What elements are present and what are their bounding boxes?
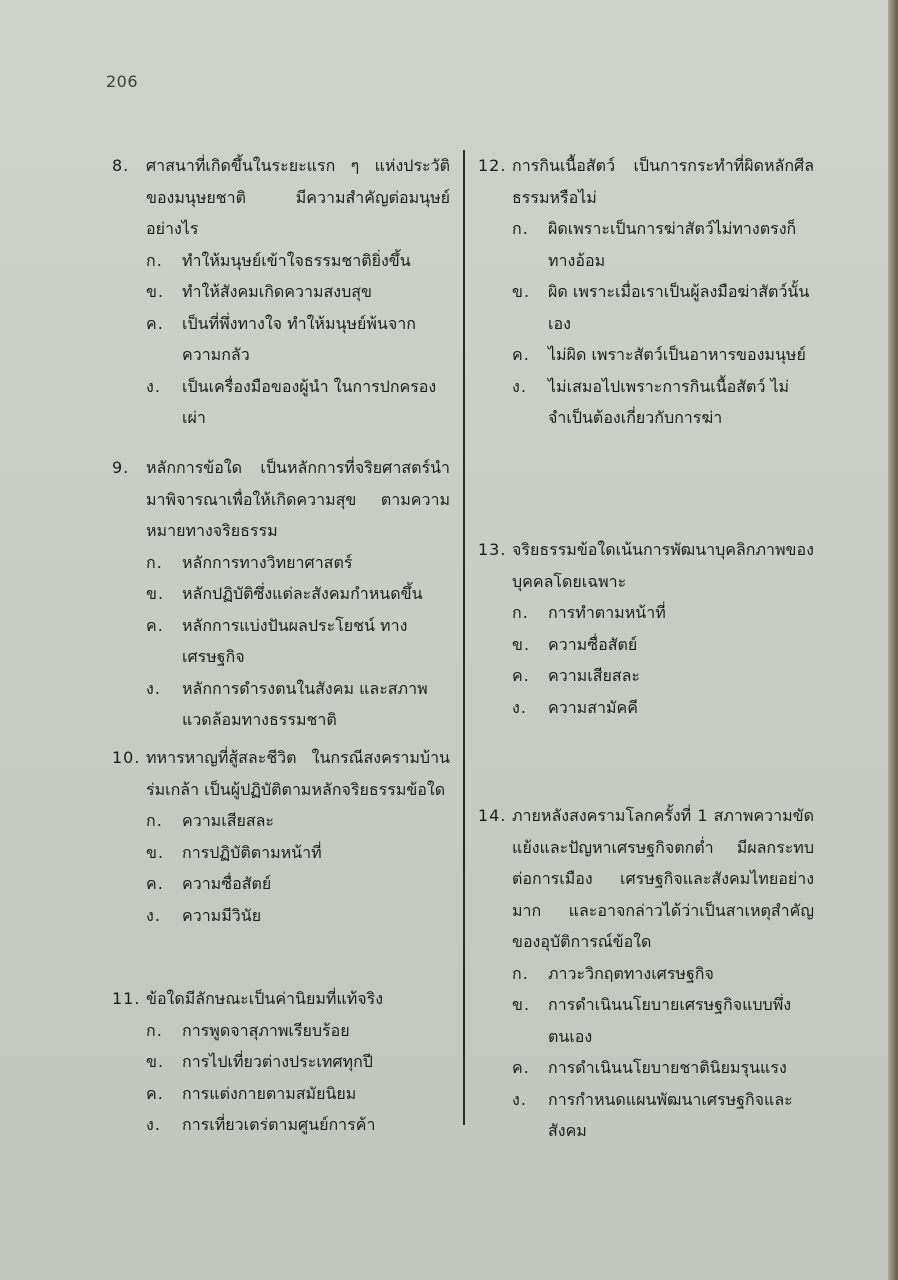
question-stem [112,742,450,805]
option-text: ทำให้สังคมเกิดความสงบสุข [182,282,372,301]
answer-option [512,1052,814,1084]
answer-option [146,371,450,434]
option-text: ภาวะวิกฤตทางเศรษฐกิจ [548,963,714,983]
question-10 [112,742,450,931]
option-label: ก. [146,811,163,830]
answer-option [146,868,450,900]
option-text: ความเสียสละ [182,811,274,830]
option-text: ความเสียสละ [548,666,640,685]
answer-option [146,547,450,579]
answer-option [146,805,450,837]
option-text: หลักการแบ่งปันผลประโยชน์ ทางเศรษฐกิจ [182,615,408,666]
option-text: การพูดจาสุภาพเรียบร้อย [182,1020,350,1040]
option-label: ค. [512,666,530,685]
option-text: ความซื่อสัตย์ [182,874,272,893]
option-label: ง. [512,376,527,396]
option-label: ก. [512,219,529,238]
answer-option [512,339,814,371]
page-number: 206 [106,72,139,91]
question-number: 10. [112,748,141,767]
answer-option [512,597,814,629]
option-label: ก. [146,250,163,270]
option-label: ก. [146,552,163,572]
answer-option [146,900,450,932]
question-11 [112,983,450,1141]
option-text: การเที่ยวเตร่ตามศูนย์การค้า [182,1115,376,1134]
option-label: ง. [146,905,161,925]
option-label: ง. [512,697,527,717]
answer-option [146,308,450,371]
question-number: 11. [112,989,141,1008]
option-label: ก. [146,1020,163,1040]
question-number: 9. [112,458,130,477]
option-label: ง. [146,376,161,396]
option-text: การดำเนินนโยบายเศรษฐกิจแบบพึ่งตนเอง [548,995,792,1046]
question-13 [478,534,814,723]
answer-option [512,1084,814,1147]
option-label: ก. [512,603,529,622]
option-label: ค. [146,615,164,635]
option-text: ความมีวินัย [182,905,262,925]
option-text: การแต่งกายตามสมัยนิยม [182,1083,357,1103]
answer-option [512,629,814,661]
option-text: การทำตามหน้าที่ [548,603,666,622]
answer-option [146,276,450,308]
option-label: ข. [146,282,165,301]
option-label: ค. [512,1058,530,1077]
question-stem [478,534,814,597]
option-text: ความสามัคคี [548,697,638,717]
question-text: การกินเนื้อสัตว์ เป็นการกระทำที่ผิดหลักศีลธรรมหรือไม่ [512,156,814,207]
option-text: ผิด เพราะเมื่อเราเป็นผู้ลงมือฆ่าสัตว์นั้นเอง [548,282,810,333]
question-12 [478,150,814,434]
question-number: 12. [478,156,507,175]
question-9 [112,452,450,736]
question-stem [478,150,814,213]
page-edge [888,0,898,1280]
question-stem [112,983,450,1015]
question-stem [112,150,450,245]
option-label: ค. [146,1083,164,1103]
answer-option [146,1109,450,1141]
question-stem [478,800,814,958]
option-text: หลักการทางวิทยาศาสตร์ [182,552,353,572]
option-text: ความซื่อสัตย์ [548,634,638,654]
question-text: หลักการข้อใด เป็นหลักการที่จริยศาสตร์นำมาพิจารณาเพื่อให้เกิดความสุข ตามความหมายทางจริยธรรม [146,458,450,540]
answer-option [146,610,450,673]
answer-option [512,692,814,724]
option-label: ค. [512,345,530,364]
question-number: 14. [478,806,507,825]
question-8 [112,150,450,434]
answer-option [146,1015,450,1047]
option-label: ข. [146,584,165,603]
option-label: ข. [146,1052,165,1071]
answer-option [512,276,814,339]
question-text: ทหารหาญที่สู้สละชีวิต ในกรณีสงครามบ้านร่มเกล้า เป็นผู้ปฏิบัติตามหลักจริยธรรมข้อใด [146,748,450,799]
option-label: ค. [146,313,164,333]
column-divider [463,150,465,1125]
option-text: การดำเนินนโยบายชาตินิยมรุนแรง [548,1058,787,1077]
question-text: ภายหลังสงครามโลกครั้งที่ 1 สภาพความขัดแย้งและปัญหาเศรษฐกิจตกต่ำ มีผลกระทบต่อการเมือง เศรษฐกิจและสังคมไทยอย่างมาก และอาจกล่าวได้ว่าเป็นสาเหตุสำคัญของอุบัติการณ์ข้อใด [512,806,814,951]
option-text: เป็นที่พึ่งทางใจ ทำให้มนุษย์พ้นจากความกลัว [182,313,416,364]
answer-option [146,673,450,736]
option-text: เป็นเครื่องมือของผู้นำ ในการปกครองเผ่า [182,376,437,427]
question-14 [478,800,814,1147]
option-label: ข. [512,634,531,654]
answer-option [512,989,814,1052]
option-label: ข. [512,995,531,1014]
option-label: ข. [512,282,531,301]
answer-option [146,245,450,277]
option-text: การปฏิบัติตามหน้าที่ [182,842,322,862]
question-text: ข้อใดมีลักษณะเป็นค่านิยมที่แท้จริง [146,989,384,1008]
question-stem [112,452,450,547]
option-text: การไปเที่ยวต่างประเทศทุกปี [182,1052,373,1071]
option-text: ผิดเพราะเป็นการฆ่าสัตว์ไม่ทางตรงก็ทางอ้อม [548,219,797,270]
answer-option [512,213,814,276]
option-text: ไม่เสมอไปเพราะการกินเนื้อสัตว์ ไม่จำเป็นต้องเกี่ยวกับการฆ่า [548,376,790,427]
option-text: ไม่ผิด เพราะสัตว์เป็นอาหารของมนุษย์ [548,345,806,364]
question-number: 13. [478,540,507,559]
question-text: จริยธรรมข้อใดเน้นการพัฒนาบุคลิกภาพของบุคคลโดยเฉพาะ [512,540,814,591]
option-text: หลักปฏิบัติซึ่งแต่ละสังคมกำหนดขึ้น [182,584,423,603]
question-number: 8. [112,156,130,175]
option-text: การกำหนดแผนพัฒนาเศรษฐกิจและสังคม [548,1089,793,1140]
answer-option [512,958,814,990]
answer-option [146,1046,450,1078]
answer-option [146,1078,450,1110]
question-text: ศาสนาที่เกิดขึ้นในระยะแรก ๆ แห่งประวัติของมนุษยชาติ มีความสำคัญต่อมนุษย์อย่างไร [146,156,450,238]
option-text: หลักการดำรงตนในสังคม และสภาพแวดล้อมทางธรรมชาติ [182,678,428,729]
option-label: ก. [512,963,529,983]
option-text: ทำให้มนุษย์เข้าใจธรรมชาติยิ่งขึ้น [182,250,411,270]
option-label: ง. [146,678,161,698]
option-label: ง. [512,1089,527,1109]
answer-option [146,837,450,869]
answer-option [512,660,814,692]
option-label: ค. [146,874,164,893]
answer-option [146,578,450,610]
option-label: ข. [146,842,165,862]
answer-option [512,371,814,434]
option-label: ง. [146,1115,161,1134]
